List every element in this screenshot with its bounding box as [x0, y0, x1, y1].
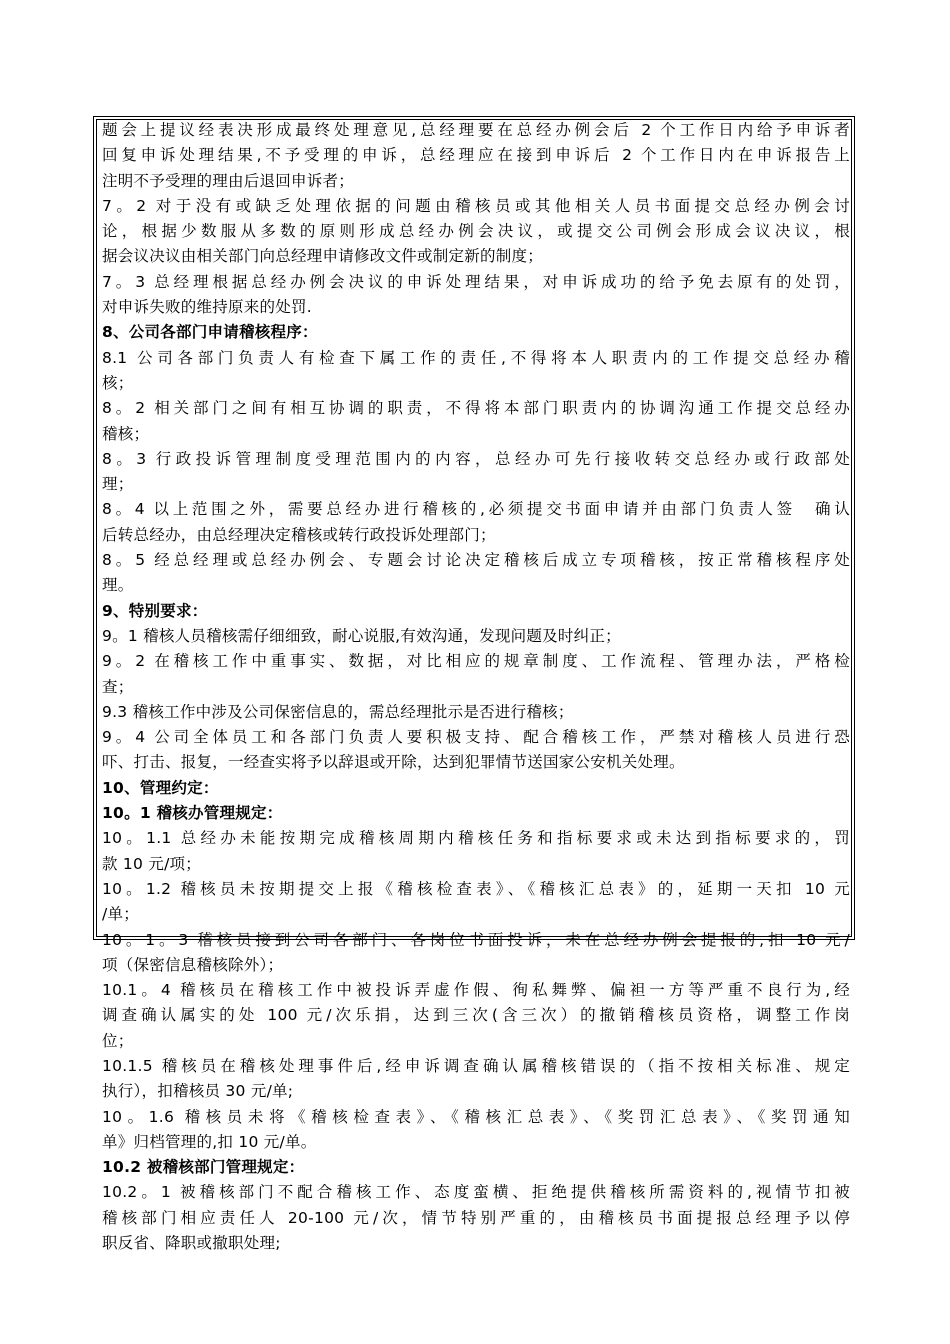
text-line: 对申诉失败的维持原来的处罚. [102, 298, 312, 317]
text-line: 9。4 公司全体员工和各部门负责人要积极支持、配合稽核工作，严禁对稽核人员进行恐 [102, 728, 850, 747]
text-line: /单； [102, 905, 139, 924]
paragraph [102, 700, 850, 725]
text-line: 调查确认属实的处 100 元/次乐捐，达到三次(含三次）的撤销稽核员资格，调整工作岗 [102, 1006, 850, 1025]
paragraph [102, 270, 850, 321]
text-line: 执行），扣稽核员 30 元/单; [102, 1082, 294, 1101]
text-line: 理。 [102, 576, 134, 595]
text-line: 9、特别要求： [102, 601, 208, 620]
text-line: 稽核； [102, 424, 150, 443]
paragraph [102, 928, 850, 979]
paragraph [102, 624, 850, 649]
text-line: 8.1 公司各部门负责人有检查下属工作的责任,不得将本人职责内的工作提交总经办稽 [102, 348, 850, 367]
text-line: 10.1。4 稽核员在稽核工作中被投诉弄虚作假、徇私舞弊、偏袒一方等严重不良行为,经 [102, 981, 850, 1000]
text-line: 8、公司各部门申请稽核程序： [102, 323, 318, 342]
text-line: 论，根据少数服从多数的原则形成总经办例会决议，或提交公司例会形成会议决议，根 [102, 222, 850, 241]
text-line: 7。2 对于没有或缺乏处理依据的问题由稽核员或其他相关人员书面提交总经办例会讨 [102, 196, 850, 215]
text-line: 位； [102, 1031, 134, 1050]
text-line: 核； [102, 373, 134, 392]
paragraph [102, 725, 850, 776]
text-line: 据会议决议由相关部门向总经理申请修改文件或制定新的制度； [102, 247, 544, 266]
text-line: 8。4 以上范围之外，需要总经办进行稽核的,必须提交书面申请并由部门负责人签 确认 [102, 500, 850, 519]
section-heading [102, 801, 850, 826]
text-line: 10、管理约定： [102, 778, 219, 797]
text-line: 稽核部门相应责任人 20-100 元/次，情节特别严重的，由稽核员书面提报总经理予以停 [102, 1208, 850, 1227]
text-line: 10。1。3 稽核员接到公司各部门、各岗位书面投诉，未在总经办例会提报的,扣 10 元/ [102, 930, 850, 949]
text-line: 注明不予受理的理由后退回申诉者； [102, 171, 355, 190]
paragraph [102, 118, 850, 194]
text-line: 10.1.5 稽核员在稽核处理事件后,经申诉调查确认属稽核错误的（指不按相关标准、规定 [102, 1056, 850, 1075]
paragraph [102, 194, 850, 270]
text-line: 9。2 在稽核工作中重事实、数据，对比相应的规章制度、工作流程、管理办法，严格检 [102, 652, 850, 671]
paragraph [102, 548, 850, 599]
text-line: 后转总经办，由总经理决定稽核或转行政投诉处理部门； [102, 525, 496, 544]
text-line: 款 10 元/项； [102, 854, 202, 873]
text-line: 项（保密信息稽核除外）； [102, 955, 284, 974]
paragraph [102, 978, 850, 1054]
text-line: 10.2。1 被稽核部门不配合稽核工作、态度蛮横、拒绝提供稽核所需资料的,视情节扣被 [102, 1183, 850, 1202]
paragraph [102, 1054, 850, 1105]
text-line: 单》归档管理的,扣 10 元/单。 [102, 1132, 317, 1151]
text-line: 题会上提议经表决形成最终处理意见,总经理要在总经办例会后 2 个工作日内给予申诉者 [102, 121, 850, 139]
paragraph [102, 497, 850, 548]
text-line: 8。5 经总经理或总经办例会、专题会讨论决定稽核后成立专项稽核，按正常稽核程序处 [102, 551, 850, 570]
text-line: 理； [102, 475, 134, 494]
section-heading [102, 320, 850, 345]
paragraph [102, 649, 850, 700]
text-line: 查； [102, 677, 134, 696]
section-heading [102, 599, 850, 624]
text-line: 9。1 稽核人员稽核需仔细细致，耐心说服,有效沟通，发现问题及时纠正； [102, 626, 621, 645]
text-line: 9.3 稽核工作中涉及公司保密信息的，需总经理批示是否进行稽核； [102, 702, 574, 721]
paragraph [102, 1180, 850, 1256]
paragraph [102, 396, 850, 447]
paragraph [102, 447, 850, 498]
text-line: 吓、打击、报复，一经查实将予以辞退或开除，达到犯罪情节送国家公安机关处理。 [102, 753, 685, 772]
text-line: 8。2 相关部门之间有相互协调的职责，不得将本部门职责内的协调沟通工作提交总经办 [102, 399, 850, 418]
text-line: 10。1.6 稽核员未将《稽核检查表》、《稽核汇总表》、《奖罚汇总表》、《奖罚通知 [102, 1107, 850, 1126]
text-line: 职反省、降职或撤职处理; [102, 1234, 281, 1253]
text-line: 10.2 被稽核部门管理规定： [102, 1158, 305, 1177]
paragraph [102, 826, 850, 877]
text-line: 10。1 稽核办管理规定： [102, 804, 283, 823]
text-line: 8。3 行政投诉管理制度受理范围内的内容，总经办可先行接收转交总经办或行政部处 [102, 449, 850, 468]
text-line: 7。3 总经理根据总经办例会决议的申诉处理结果，对申诉成功的给予免去原有的处罚， [102, 272, 850, 291]
text-line: 10。1.2 稽核员未按期提交上报《稽核检查表》、《稽核汇总表》的，延期一天扣 10 元 [102, 879, 850, 898]
paragraph [102, 1105, 850, 1156]
text-line: 10。1.1 总经办未能按期完成稽核周期内稽核任务和指标要求或未达到指标要求的，罚 [102, 829, 850, 848]
section-heading [102, 776, 850, 801]
paragraph [102, 877, 850, 928]
text-line: 回复申诉处理结果,不予受理的申诉，总经理应在接到申诉后 2 个工作日内在申诉报告上 [102, 146, 850, 165]
paragraph [102, 346, 850, 397]
document-body [102, 118, 850, 1256]
section-heading [102, 1155, 850, 1180]
